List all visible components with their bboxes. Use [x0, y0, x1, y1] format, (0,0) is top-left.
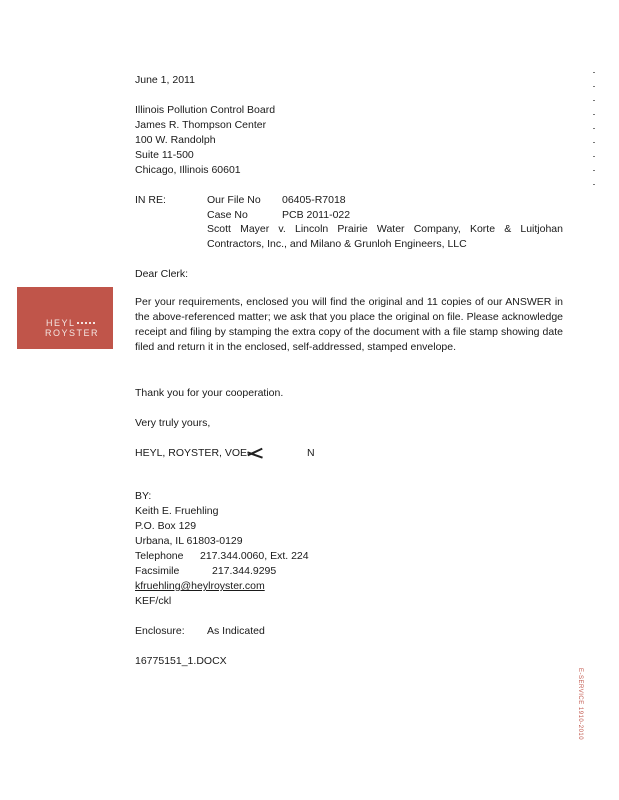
recipient-line: Chicago, Illinois 60601 [135, 164, 241, 176]
file-number-value: 06405-R7018 [282, 194, 346, 206]
email-link[interactable]: kfruehling@heylroyster.com [135, 580, 265, 592]
case-number-value: PCB 2011-022 [282, 209, 351, 221]
facsimile-value: 217.344.9295 [212, 565, 277, 577]
recipient-line: Illinois Pollution Control Board [135, 104, 276, 116]
e-service-stamp: E-SERVICE 1910-2010 [577, 668, 583, 741]
document-id: 16775151_1.DOCX [135, 655, 227, 667]
enclosure-value: As Indicated [207, 625, 265, 637]
case-parties: Scott Mayer v. Lincoln Prairie Water Company, Korte & Luitjohan Contractors, Inc., and Milano & Grunloh Engineers, LLC [207, 223, 563, 250]
enclosure-label: Enclosure: [135, 625, 185, 637]
heyl-royster-logo [17, 287, 113, 349]
logo-dots-icon [77, 322, 97, 324]
logo-text-line1: HEYL [46, 318, 76, 328]
letter-date: June 1, 2011 [135, 74, 195, 86]
city-line: Urbana, IL 61803-0129 [135, 535, 243, 547]
telephone-label: Telephone [135, 550, 184, 562]
case-number-label: Case No [207, 209, 248, 221]
recipient-line: Suite 11-500 [135, 149, 194, 161]
recipient-line: James R. Thompson Center [135, 119, 267, 131]
closing: Very truly yours, [135, 417, 211, 429]
salutation: Dear Clerk: [135, 268, 189, 280]
initials: KEF/ckl [135, 595, 172, 607]
facsimile-label: Facsimile [135, 565, 180, 577]
thanks-line: Thank you for your cooperation. [135, 387, 284, 399]
po-box: P.O. Box 129 [135, 520, 197, 532]
firm-name-start: HEYL, ROYSTER, VOE [135, 447, 248, 459]
firm-name [135, 446, 315, 461]
file-number-label: Our File No [207, 194, 261, 206]
signer-name: Keith E. Fruehling [135, 505, 219, 517]
body-paragraph: Per your requirements, enclosed you will find the original and 11 copies of our ANSWER in the above-referenced matter; we ask that you place the original on file. Please acknowledge receipt and filing by stamping the extra copy of the document with a file stamp showing date filed and return it in the enclosed, self-addressed, stamped envelope. [135, 296, 563, 353]
signature-scribble-icon [247, 448, 263, 458]
by-label: BY: [135, 490, 152, 502]
telephone-value: 217.344.0060, Ext. 224 [200, 550, 309, 562]
margin-marks [593, 72, 595, 192]
in-re-label: IN RE: [135, 194, 166, 206]
logo-text-line2: ROYSTER [45, 328, 100, 338]
recipient-line: 100 W. Randolph [135, 134, 216, 146]
firm-name-end: N [307, 447, 315, 459]
